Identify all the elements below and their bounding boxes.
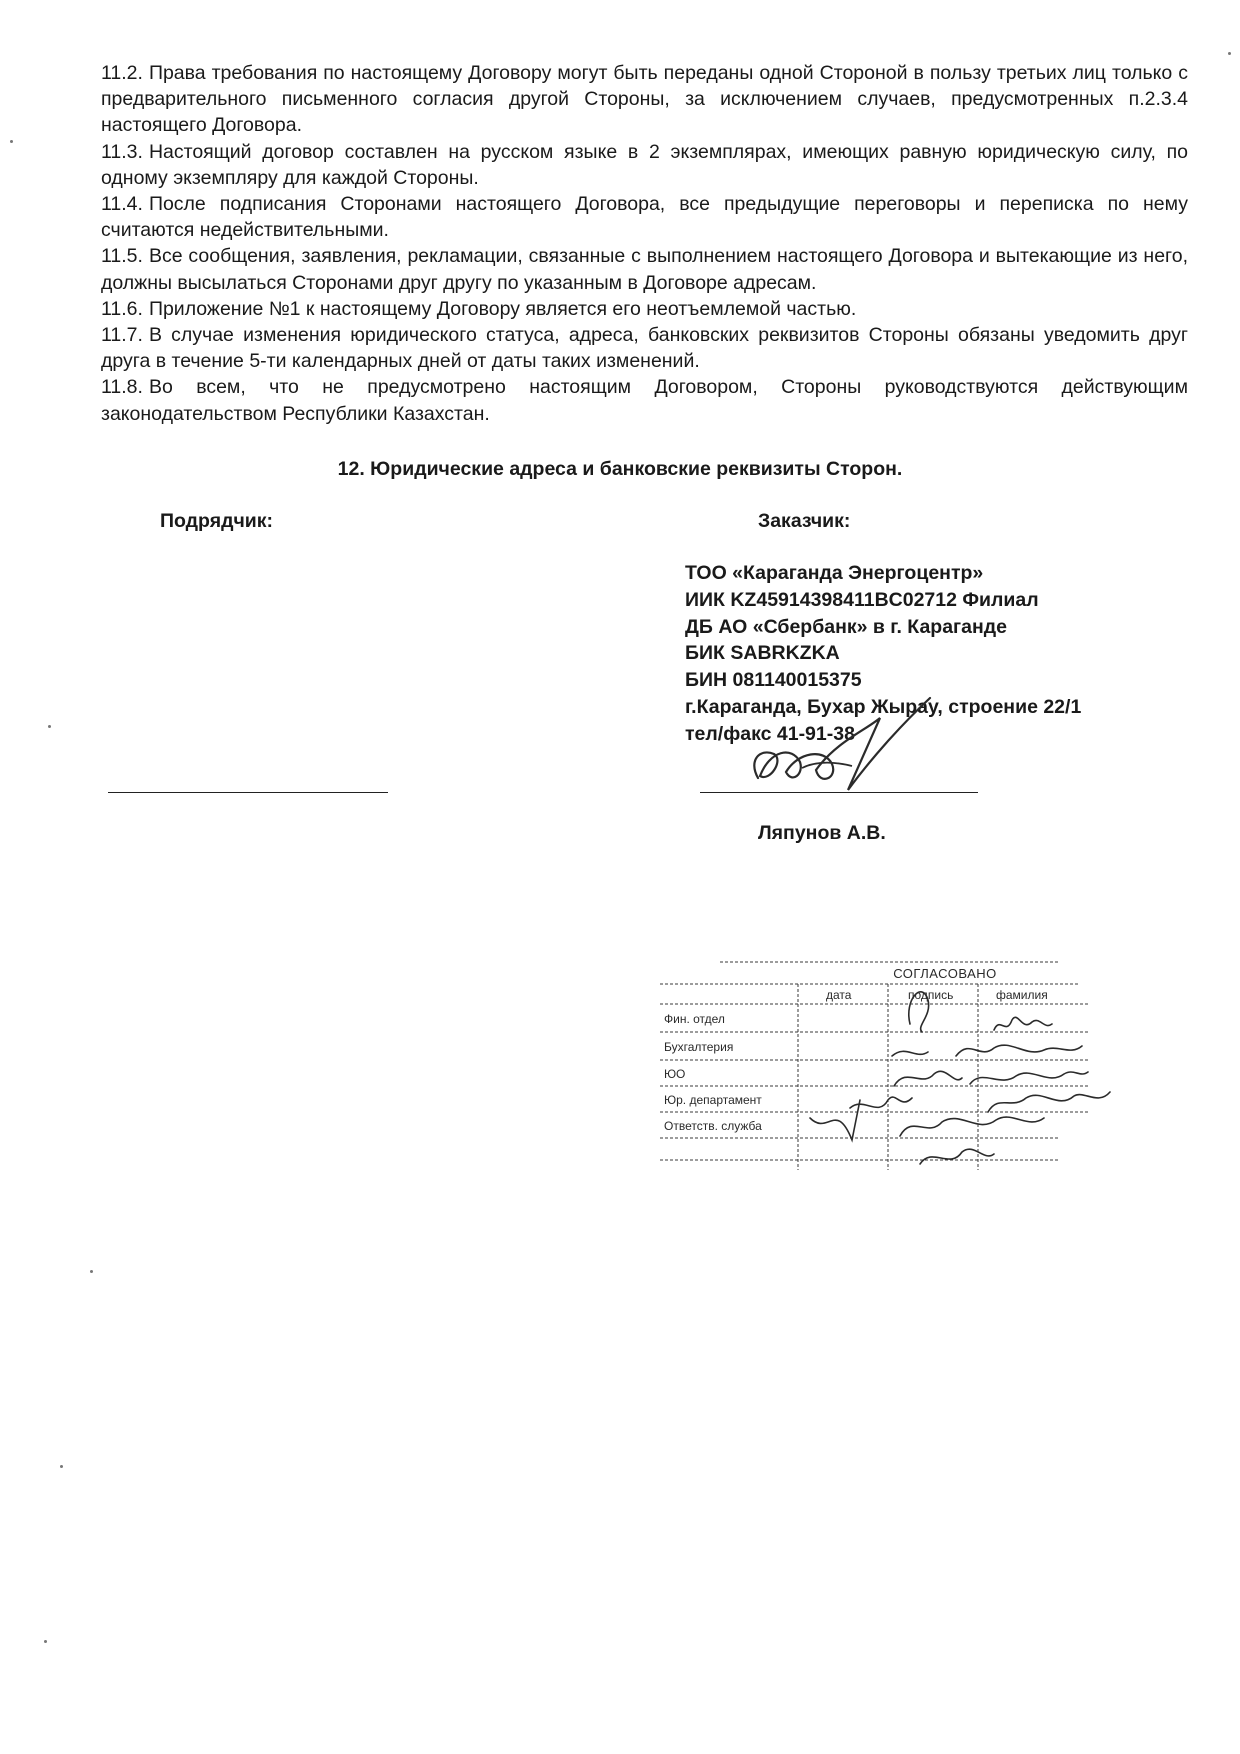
customer-label: Заказчик: <box>758 510 851 532</box>
approval-row-label: ЮО <box>664 1067 686 1081</box>
clause-11-5: 11.5. Все сообщения, заявления, рекламации, связанные с выполнением настоящего Договора и вытекающие из него, должны высылаться Сторонами друг другу по указанным в Договоре адресам. <box>101 245 1188 294</box>
customer-address: г.Караганда, Бухар Жырау, строение 22/1 <box>685 695 1082 718</box>
scan-speck <box>1228 52 1231 55</box>
approval-column-surname: фамилия <box>996 988 1048 1002</box>
customer-signature-line <box>700 792 978 793</box>
scan-speck <box>90 1270 93 1273</box>
customer-company-name: ТОО «Караганда Энергоцентр» <box>685 562 984 584</box>
approval-row-label: Бухгалтерия <box>664 1040 734 1054</box>
approval-handwriting <box>660 960 1160 1175</box>
approval-row-label: Фин. отдел <box>664 1012 725 1026</box>
customer-bik: БИК SABRKZKA <box>685 642 840 665</box>
clause-11-2: 11.2. Права требования по настоящему Договору могут быть переданы одной Стороной в пользу третьих лиц только с предварительного письменного согласия другой Стороны, за исключением случаев, предусмотренных п.2.3.4 настоящего Договора. <box>101 62 1188 137</box>
customer-bank: ДБ АО «Сбербанк» в г. Караганде <box>685 615 1008 638</box>
approval-row-label: Юр. департамент <box>664 1093 762 1107</box>
contractor-label: Подрядчик: <box>160 510 274 532</box>
customer-signer-name: Ляпунов А.В. <box>758 822 886 844</box>
clause-11-8: 11.8. Во всем, что не предусмотрено настоящим Договором, Стороны руководствуются действующим законодательством Республики Казахстан. <box>101 376 1188 425</box>
approval-stamp <box>660 960 1160 1175</box>
clause-11-6: 11.6. Приложение №1 к настоящему Договору является его неотъемлемой частью. <box>101 297 857 320</box>
scan-speck <box>48 725 51 728</box>
approval-column-date: дата <box>826 988 852 1002</box>
approval-stamp-title: СОГЛАСОВАНО <box>893 966 997 981</box>
clause-11-4: 11.4. После подписания Сторонами настоящего Договора, все предыдущие переговоры и переписка по нему считаются недействительными. <box>101 193 1188 242</box>
approval-column-signature: подпись <box>908 988 954 1002</box>
scan-speck <box>60 1465 63 1468</box>
customer-bin: БИН 081140015375 <box>685 669 862 692</box>
customer-iik: ИИК KZ45914398411BC02712 Филиал <box>685 588 1039 611</box>
customer-phone: тел/факс 41-91-38 <box>685 722 855 745</box>
clause-11-3: 11.3. Настоящий договор составлен на русском языке в 2 экземплярах, имеющих равную юридическую силу, по одному экземпляру для каждой Стороны. <box>101 140 1188 189</box>
scan-speck <box>10 140 13 143</box>
customer-signature <box>740 690 970 800</box>
clause-11-7: 11.7. В случае изменения юридического статуса, адреса, банковских реквизитов Стороны обязаны уведомить друг друга в течение 5-ти календарных дней от даты таких изменений. <box>101 324 1188 373</box>
scan-speck <box>44 1640 47 1643</box>
approval-row-label: Ответств. служба <box>664 1119 762 1133</box>
section-title: 12. Юридические адреса и банковские реквизиты Сторон. <box>337 458 903 480</box>
contractor-signature-line <box>108 792 388 793</box>
contract-clauses <box>101 60 1188 427</box>
